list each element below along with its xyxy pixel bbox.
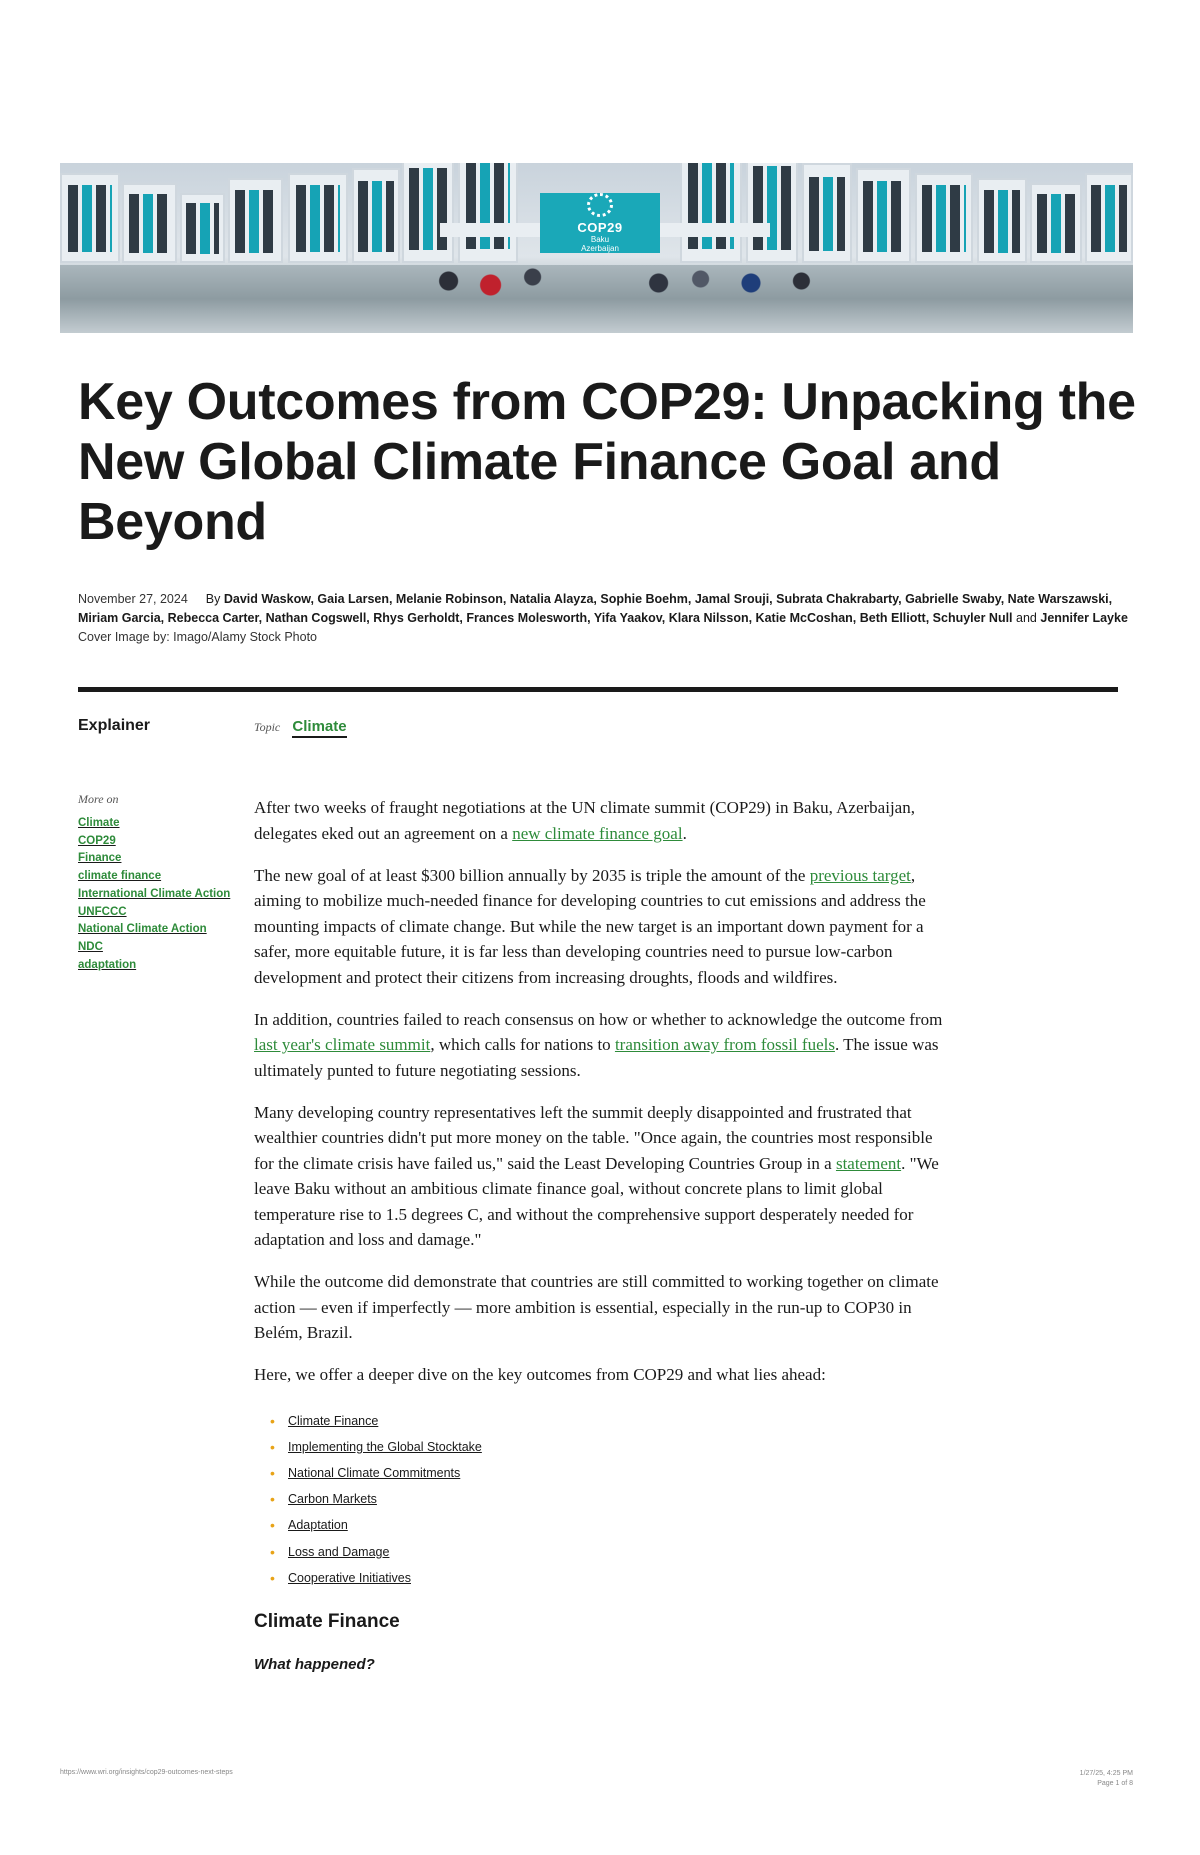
tag-link[interactable]: adaptation bbox=[78, 958, 137, 971]
tag-link[interactable]: National Climate Action bbox=[78, 923, 207, 936]
toc-item bbox=[270, 1565, 944, 1591]
paragraph: The new goal of at least $300 billion annually by 2035 is triple the amount of the previous target, aiming to mobilize much-needed finance for developing countries to cut emissions and address the mounting impacts of climate change. But while the new target is an important down payment for a safer, more equitable future, it is far less than developing countries need to pursue low-carbon development and protect their citizens from increasing droughts, floods and wildfires. bbox=[254, 865, 926, 987]
article-type: Explainer bbox=[78, 717, 151, 734]
topic-label: Topic bbox=[254, 720, 281, 734]
tag-link[interactable]: Finance bbox=[78, 852, 122, 865]
tag-link[interactable]: Climate bbox=[78, 817, 120, 829]
building bbox=[802, 163, 852, 263]
building bbox=[1085, 173, 1133, 263]
building bbox=[458, 163, 518, 263]
footer-url: https://www.wri.org/insights/cop29-outcomes-next-steps bbox=[60, 1769, 233, 1776]
footer-meta bbox=[1080, 1769, 1133, 1789]
footer-datetime: 1/27/25, 4:25 PM bbox=[1079, 1770, 1133, 1777]
tag-link[interactable]: COP29 bbox=[78, 834, 116, 847]
building bbox=[228, 178, 283, 263]
toc-item bbox=[270, 1512, 944, 1538]
toc-link[interactable]: Loss and Damage bbox=[288, 1544, 390, 1559]
publish-date: November 27, 2024 bbox=[78, 592, 188, 606]
section-toc bbox=[254, 1408, 944, 1591]
building bbox=[352, 168, 400, 263]
toc-item bbox=[270, 1486, 944, 1512]
inline-link[interactable]: statement bbox=[835, 1153, 902, 1173]
more-on-sidebar bbox=[78, 792, 248, 974]
section-heading: Climate Finance bbox=[254, 1610, 400, 1632]
inline-link[interactable]: last year's climate summit bbox=[254, 1035, 431, 1054]
toc-link[interactable]: Cooperative Initiatives bbox=[288, 1570, 411, 1585]
topic-link[interactable]: Climate bbox=[292, 718, 346, 738]
toc-link[interactable]: National Climate Commitments bbox=[288, 1465, 461, 1480]
building bbox=[856, 168, 911, 263]
crowd bbox=[415, 261, 835, 301]
paragraph: While the outcome did demonstrate that countries are still committed to working together on climate action — even if imperfectly — more ambition is essential, especially in the run-up to COP30 in Belém, Brazil. bbox=[254, 1272, 939, 1342]
page-title: Key Outcomes from COP29: Unpacking the New Global Climate Finance Goal and Beyond bbox=[78, 373, 1136, 551]
cover-credit: Cover Image by: Imago/Alamy Stock Photo bbox=[78, 630, 317, 644]
building bbox=[122, 183, 177, 263]
inline-link[interactable]: new climate finance goal bbox=[512, 823, 683, 843]
building bbox=[60, 173, 120, 263]
article-body bbox=[254, 795, 944, 1678]
toc-item bbox=[270, 1539, 944, 1565]
toc-item bbox=[270, 1460, 944, 1486]
cop29-logo-icon bbox=[587, 193, 613, 217]
building bbox=[915, 173, 973, 263]
building bbox=[977, 178, 1027, 263]
divider bbox=[78, 687, 1118, 692]
paragraph: Many developing country representatives left the summit deeply disappointed and frustrated that wealthier countries didn't put more money on the table. "Once again, the countries most responsible for the climate crisis have failed us," said the Least Developing Countries Group in a statement. "We leave Baku without an ambitious climate finance goal, without concrete plans to limit global temperature rise to 1.5 degrees C, and without the comprehensive support desperately needed for adaptation and loss and damage." bbox=[254, 1102, 939, 1249]
tag-link[interactable]: UNFCCC bbox=[78, 905, 127, 918]
byline: November 27, 2024 By David Waskow, Gaia Larsen, Melanie Robinson, Natalia Alayza, Sophie Boehm, Jamal Srouji, Subrata Chakrabarty, Gabrielle Swaby, Nate Warszawski, Miriam Garcia, Rebecca Carter, Nathan Cogswell, Rhys Gerholdt, Frances Molesworth, Yifa Yaakov, Klara Nilsson, Katie McCoshan, Beth Elliott, Schuyler Null and Jennifer Layke Cover Image by: Imago/Alamy Stock Photo bbox=[78, 590, 1138, 647]
more-on-label: More on bbox=[78, 792, 119, 806]
toc-link[interactable]: Implementing the Global Stocktake bbox=[288, 1439, 482, 1454]
building bbox=[402, 163, 454, 263]
author-last[interactable]: Jennifer Layke bbox=[1040, 611, 1128, 625]
cop29-sign: COP29 Baku Azerbaijan bbox=[540, 193, 660, 253]
building bbox=[1030, 183, 1082, 263]
topic bbox=[254, 718, 347, 735]
inline-link[interactable]: transition away from fossil fuels bbox=[614, 1035, 835, 1054]
paragraph: Here, we offer a deeper dive on the key outcomes from COP29 and what lies ahead: bbox=[254, 1365, 826, 1384]
cover-image bbox=[60, 163, 1133, 333]
building bbox=[680, 163, 742, 263]
building bbox=[288, 173, 348, 263]
building bbox=[180, 193, 225, 263]
toc-link[interactable]: Carbon Markets bbox=[288, 1492, 377, 1507]
subsection-heading: What happened? bbox=[254, 1656, 375, 1674]
author-list[interactable]: David Waskow, Gaia Larsen, Melanie Robinson, Natalia Alayza, Sophie Boehm, Jamal Srouji, Subrata Chakrabarty, Gabrielle Swaby, Nate Warszawski, Miriam Garcia, Rebecca Carter, Nathan Cogswell, Rhys Gerholdt, Frances Molesworth, Yifa Yaakov, Klara Nilsson, Katie McCoshan, Beth Elliott, Schuyler Null bbox=[78, 592, 1113, 625]
paragraph: After two weeks of fraught negotiations at the UN climate summit (COP29) in Baku, Azerbaijan, delegates eked out an agreement on a new climate finance goal. bbox=[254, 798, 915, 843]
toc-link[interactable]: Climate Finance bbox=[288, 1413, 379, 1428]
tag-link[interactable]: International Climate Action bbox=[78, 887, 231, 900]
tag-link[interactable]: NDC bbox=[78, 940, 103, 953]
toc-link[interactable]: Adaptation bbox=[288, 1518, 348, 1533]
inline-link[interactable]: previous target bbox=[809, 865, 911, 885]
toc-item bbox=[270, 1408, 944, 1434]
toc-item bbox=[270, 1434, 944, 1460]
tag-link[interactable]: climate finance bbox=[78, 870, 162, 883]
building bbox=[746, 163, 798, 263]
footer-page-number: Page 1 of 8 bbox=[1097, 1780, 1133, 1787]
paragraph: In addition, countries failed to reach consensus on how or whether to acknowledge the outcome from last year's climate summit, which calls for nations to transition away from fossil fuels. The issue was ultimately punted to future negotiating sessions. bbox=[254, 1009, 943, 1080]
